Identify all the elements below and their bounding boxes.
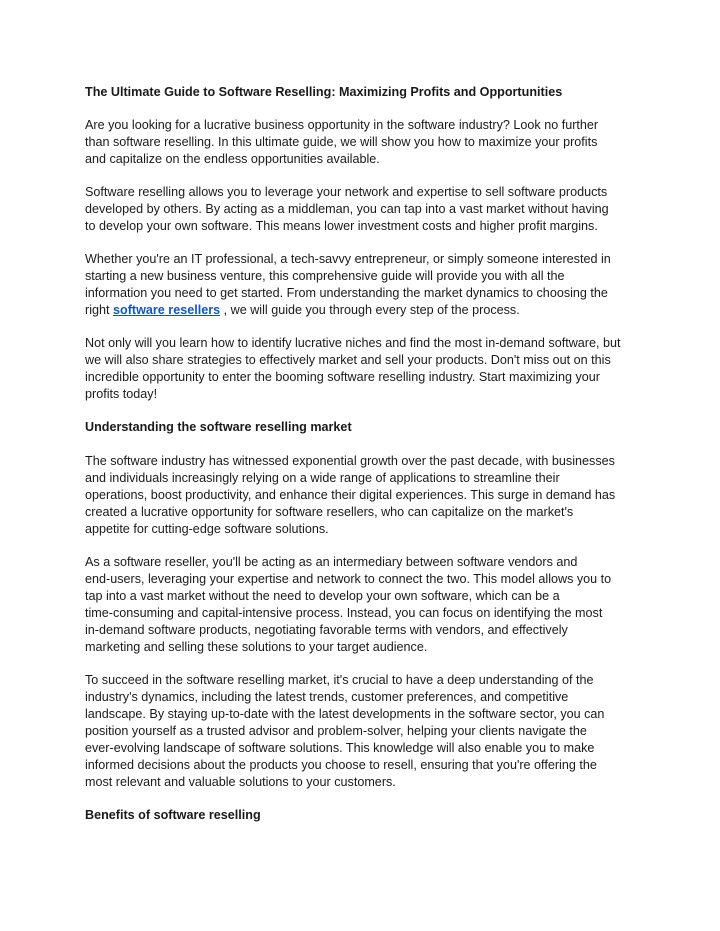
text-line: we will also share strategies to effectively market and sell your products. Don't miss out on this [85, 353, 611, 367]
text-line: industry's dynamics, including the latest trends, customer preferences, and competitive [85, 690, 569, 704]
text-line: Are you looking for a lucrative business opportunity in the software industry? Look no further [85, 118, 599, 132]
intro-paragraph-4 [85, 335, 636, 403]
text-line: developed by others. By acting as a middleman, you can tap into a vast market without having [85, 202, 609, 216]
text-line: Not only will you learn how to identify lucrative niches and find the most in-demand software, but [85, 336, 621, 350]
text-line: and capitalize on the endless opportunities available. [85, 152, 380, 166]
text-line: informed decisions about the products you choose to resell, ensuring that you're offering the [85, 758, 597, 772]
text-line: end-users, leveraging your expertise and network to connect the two. This model allows you to [85, 572, 612, 586]
text-line: created a lucrative opportunity for software resellers, who can capitalize on the market's [85, 505, 574, 519]
text-line: As a software reseller, you'll be acting as an intermediary between software vendors and [85, 555, 578, 569]
link-prefix-text: right [85, 303, 113, 317]
text-line: tap into a vast market without the need to develop your own software, which can be a [85, 589, 560, 603]
intro-paragraph-1 [85, 117, 636, 168]
text-line: incredible opportunity to enter the booming software reselling industry. Start maximizing your [85, 370, 600, 384]
section-heading-benefits: Benefits of software reselling [85, 808, 261, 822]
text-line: in-demand software products, negotiating favorable terms with vendors, and effectively [85, 623, 568, 637]
text-line: landscape. By staying up-to-date with the latest developments in the software sector, you can [85, 707, 605, 721]
text-line: than software reselling. In this ultimate guide, we will show you how to maximize your profits [85, 135, 598, 149]
document-title: The Ultimate Guide to Software Reselling: Maximizing Profits and Opportunities [85, 85, 563, 99]
text-line: starting a new business venture, this comprehensive guide will provide you with all the [85, 269, 565, 283]
section-heading-market: Understanding the software reselling market [85, 420, 352, 434]
text-line: marketing and selling these solutions to your target audience. [85, 640, 428, 654]
text-line: position yourself as a trusted advisor and problem-solver, helping your clients navigate the [85, 724, 587, 738]
market-paragraph-2 [85, 554, 636, 656]
text-line: profits today! [85, 387, 158, 401]
text-line: The software industry has witnessed exponential growth over the past decade, with businesses [85, 454, 615, 468]
text-line: information you need to get started. From understanding the market dynamics to choosing the [85, 286, 608, 300]
intro-paragraph-3 [85, 251, 636, 319]
text-line: Software reselling allows you to leverage your network and expertise to sell software products [85, 185, 608, 199]
text-line: operations, boost productivity, and enhance their digital experiences. This surge in demand has [85, 488, 616, 502]
text-line: and individuals increasingly relying on a wide range of applications to streamline their [85, 471, 560, 485]
text-line: ever-evolving landscape of software solutions. This knowledge will also enable you to make [85, 741, 595, 755]
text-line: appetite for cutting-edge software solutions. [85, 522, 329, 536]
market-paragraph-3 [85, 672, 636, 791]
link-suffix-text: , we will guide you through every step of the process. [220, 303, 520, 317]
text-line-with-link [85, 302, 636, 319]
market-paragraph-1 [85, 453, 636, 538]
text-line: most relevant and valuable solutions to your customers. [85, 775, 396, 789]
text-line: Whether you're an IT professional, a tech-savvy entrepreneur, or simply someone interested in [85, 252, 611, 266]
text-line: time-consuming and capital-intensive process. Instead, you can focus on identifying the most [85, 606, 603, 620]
intro-paragraph-2 [85, 184, 636, 235]
text-line: to develop your own software. This means lower investment costs and higher profit margins. [85, 219, 598, 233]
software-resellers-link[interactable]: software resellers [113, 303, 221, 317]
text-line: To succeed in the software reselling market, it's crucial to have a deep understanding of the [85, 673, 594, 687]
